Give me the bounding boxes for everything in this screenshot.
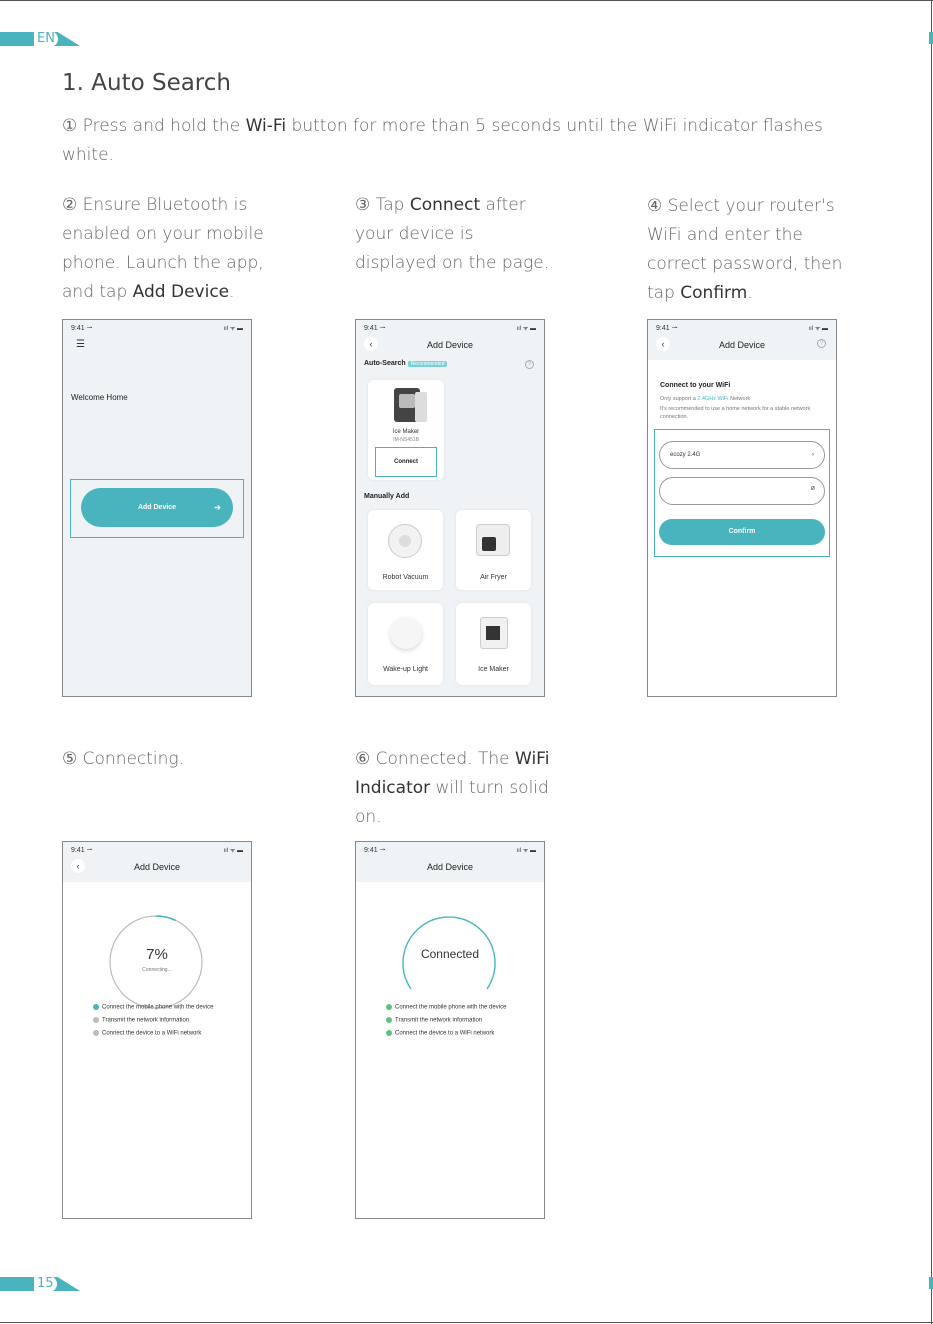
status-time: 9:41 ⇀ — [71, 325, 93, 332]
status-time: 9:41 ⇀ — [656, 325, 678, 332]
device-option-ice-maker[interactable] — [456, 603, 531, 685]
connect-step: Transmit the network information — [93, 1017, 189, 1024]
edge-tick — [929, 1277, 933, 1289]
phone-screen-connecting — [62, 841, 252, 1219]
help-icon[interactable]: ? — [525, 360, 534, 369]
device-option-label: Robot Vacuum — [382, 574, 429, 581]
pending-icon — [93, 1030, 99, 1036]
check-icon — [386, 1004, 392, 1010]
ice-maker-image — [480, 617, 508, 649]
bottom-border — [0, 1322, 933, 1323]
connect-step: Connect the mobile phone with the device — [386, 1004, 506, 1011]
eye-off-icon[interactable]: ø — [810, 485, 815, 492]
robot-vacuum-image — [388, 524, 422, 558]
chevron-right-icon: › — [812, 452, 814, 458]
welcome-text: Welcome Home — [71, 393, 128, 402]
password-input[interactable] — [659, 477, 825, 505]
language-label: EN — [34, 31, 58, 47]
device-name: Ice Maker — [392, 429, 420, 435]
status-icons: ııl ᯤ ▬ — [223, 326, 243, 332]
status-time: 9:41 ⇀ — [364, 847, 386, 854]
step4-text: ④ Select your router's WiFi and enter the correct password, then tap Confirm. — [647, 196, 843, 303]
status-icons: ııl ᯤ ▬ — [808, 326, 828, 332]
step3-text: ③ Tap Connect after your device is displayed on the page. — [355, 195, 550, 273]
recommend-note: It's recommended to use a home network for a stable network connection. — [660, 406, 811, 420]
progress-ring-complete — [401, 914, 497, 1010]
step2-text: ② Ensure Bluetooth is enabled on your mobile phone. Launch the app, and tap Add Device. — [62, 195, 264, 302]
edge-tick — [929, 32, 933, 44]
device-option-label: Wake-up Light — [383, 666, 428, 673]
screen-title: Add Device — [133, 862, 181, 872]
add-device-button[interactable]: Add Device ➜ — [81, 488, 233, 527]
step6-text: ⑥ Connected. The WiFi Indicator will turn solid on. — [355, 749, 550, 827]
right-border — [931, 0, 932, 1324]
page-number: 15 — [34, 1276, 57, 1292]
step5-text: ⑤ Connecting. — [62, 749, 185, 769]
back-icon[interactable]: ‹ — [71, 859, 85, 873]
status-time: 9:41 ⇀ — [71, 847, 93, 854]
connect-button[interactable]: Connect — [380, 453, 432, 471]
check-icon — [386, 1030, 392, 1036]
screen-title: Add Device — [426, 862, 474, 872]
back-icon[interactable]: ‹ — [364, 337, 378, 351]
phone-screen-connected — [355, 841, 545, 1219]
connected-status: Connected — [420, 947, 480, 961]
device-option-robot-vacuum[interactable] — [368, 510, 443, 590]
status-icons: ııl ᯤ ▬ — [223, 848, 243, 854]
status-icons: ııl ᯤ ▬ — [516, 848, 536, 854]
status-time: 9:41 ⇀ — [364, 325, 386, 332]
section-heading: 1. Auto Search — [62, 70, 231, 96]
connect-step: Transmit the network information — [386, 1017, 482, 1024]
device-option-wake-up-light[interactable] — [368, 603, 443, 685]
arrow-right-icon: ➜ — [214, 503, 221, 512]
device-model: IM-NS451B — [393, 437, 419, 443]
manual-add-label: Manually Add — [364, 493, 410, 500]
auto-search-label: Auto-Search Recommended — [364, 360, 447, 367]
wifi-header: Connect to your WiFi — [660, 382, 731, 389]
device-option-air-fryer[interactable] — [456, 510, 531, 590]
wake-up-light-image — [390, 617, 422, 649]
confirm-button[interactable]: Confirm — [659, 519, 825, 545]
phone-screen-wifi — [647, 319, 837, 697]
ssid-select[interactable]: ecozy 2.4G › — [659, 441, 825, 469]
progress-subtext: Connecting... — [142, 967, 172, 973]
progress-percent: 7% — [146, 946, 168, 963]
pending-icon — [93, 1017, 99, 1023]
screen-title: Add Device — [718, 340, 766, 350]
connect-step: Connect the mobile phone with the device — [93, 1004, 213, 1011]
screen-title: Add Device — [426, 340, 474, 350]
check-icon — [386, 1017, 392, 1023]
phone-screen-home — [62, 319, 252, 697]
check-icon — [93, 1004, 99, 1010]
top-border — [0, 0, 933, 1]
back-icon[interactable]: ‹ — [656, 337, 670, 351]
connect-step: Connect the device to a WiFi network — [93, 1030, 201, 1037]
device-option-label: Air Fryer — [480, 574, 507, 581]
phone-screen-add-device — [355, 319, 545, 697]
connect-step: Connect the device to a WiFi network — [386, 1030, 494, 1037]
device-option-label: Ice Maker — [478, 666, 509, 673]
ice-maker-image — [394, 388, 420, 422]
air-fryer-image — [476, 524, 510, 556]
step1-text: ① Press and hold the Wi-Fi button for more than 5 seconds until the WiFi indicator flashes white. — [62, 116, 823, 165]
support-note: Only support a 2.4GHz WiFi Network — [660, 396, 751, 402]
help-icon[interactable]: ? — [817, 339, 826, 348]
status-icons: ııl ᯤ ▬ — [516, 326, 536, 332]
menu-icon[interactable]: ☰ — [76, 339, 85, 350]
recommended-badge: Recommended — [408, 361, 448, 367]
